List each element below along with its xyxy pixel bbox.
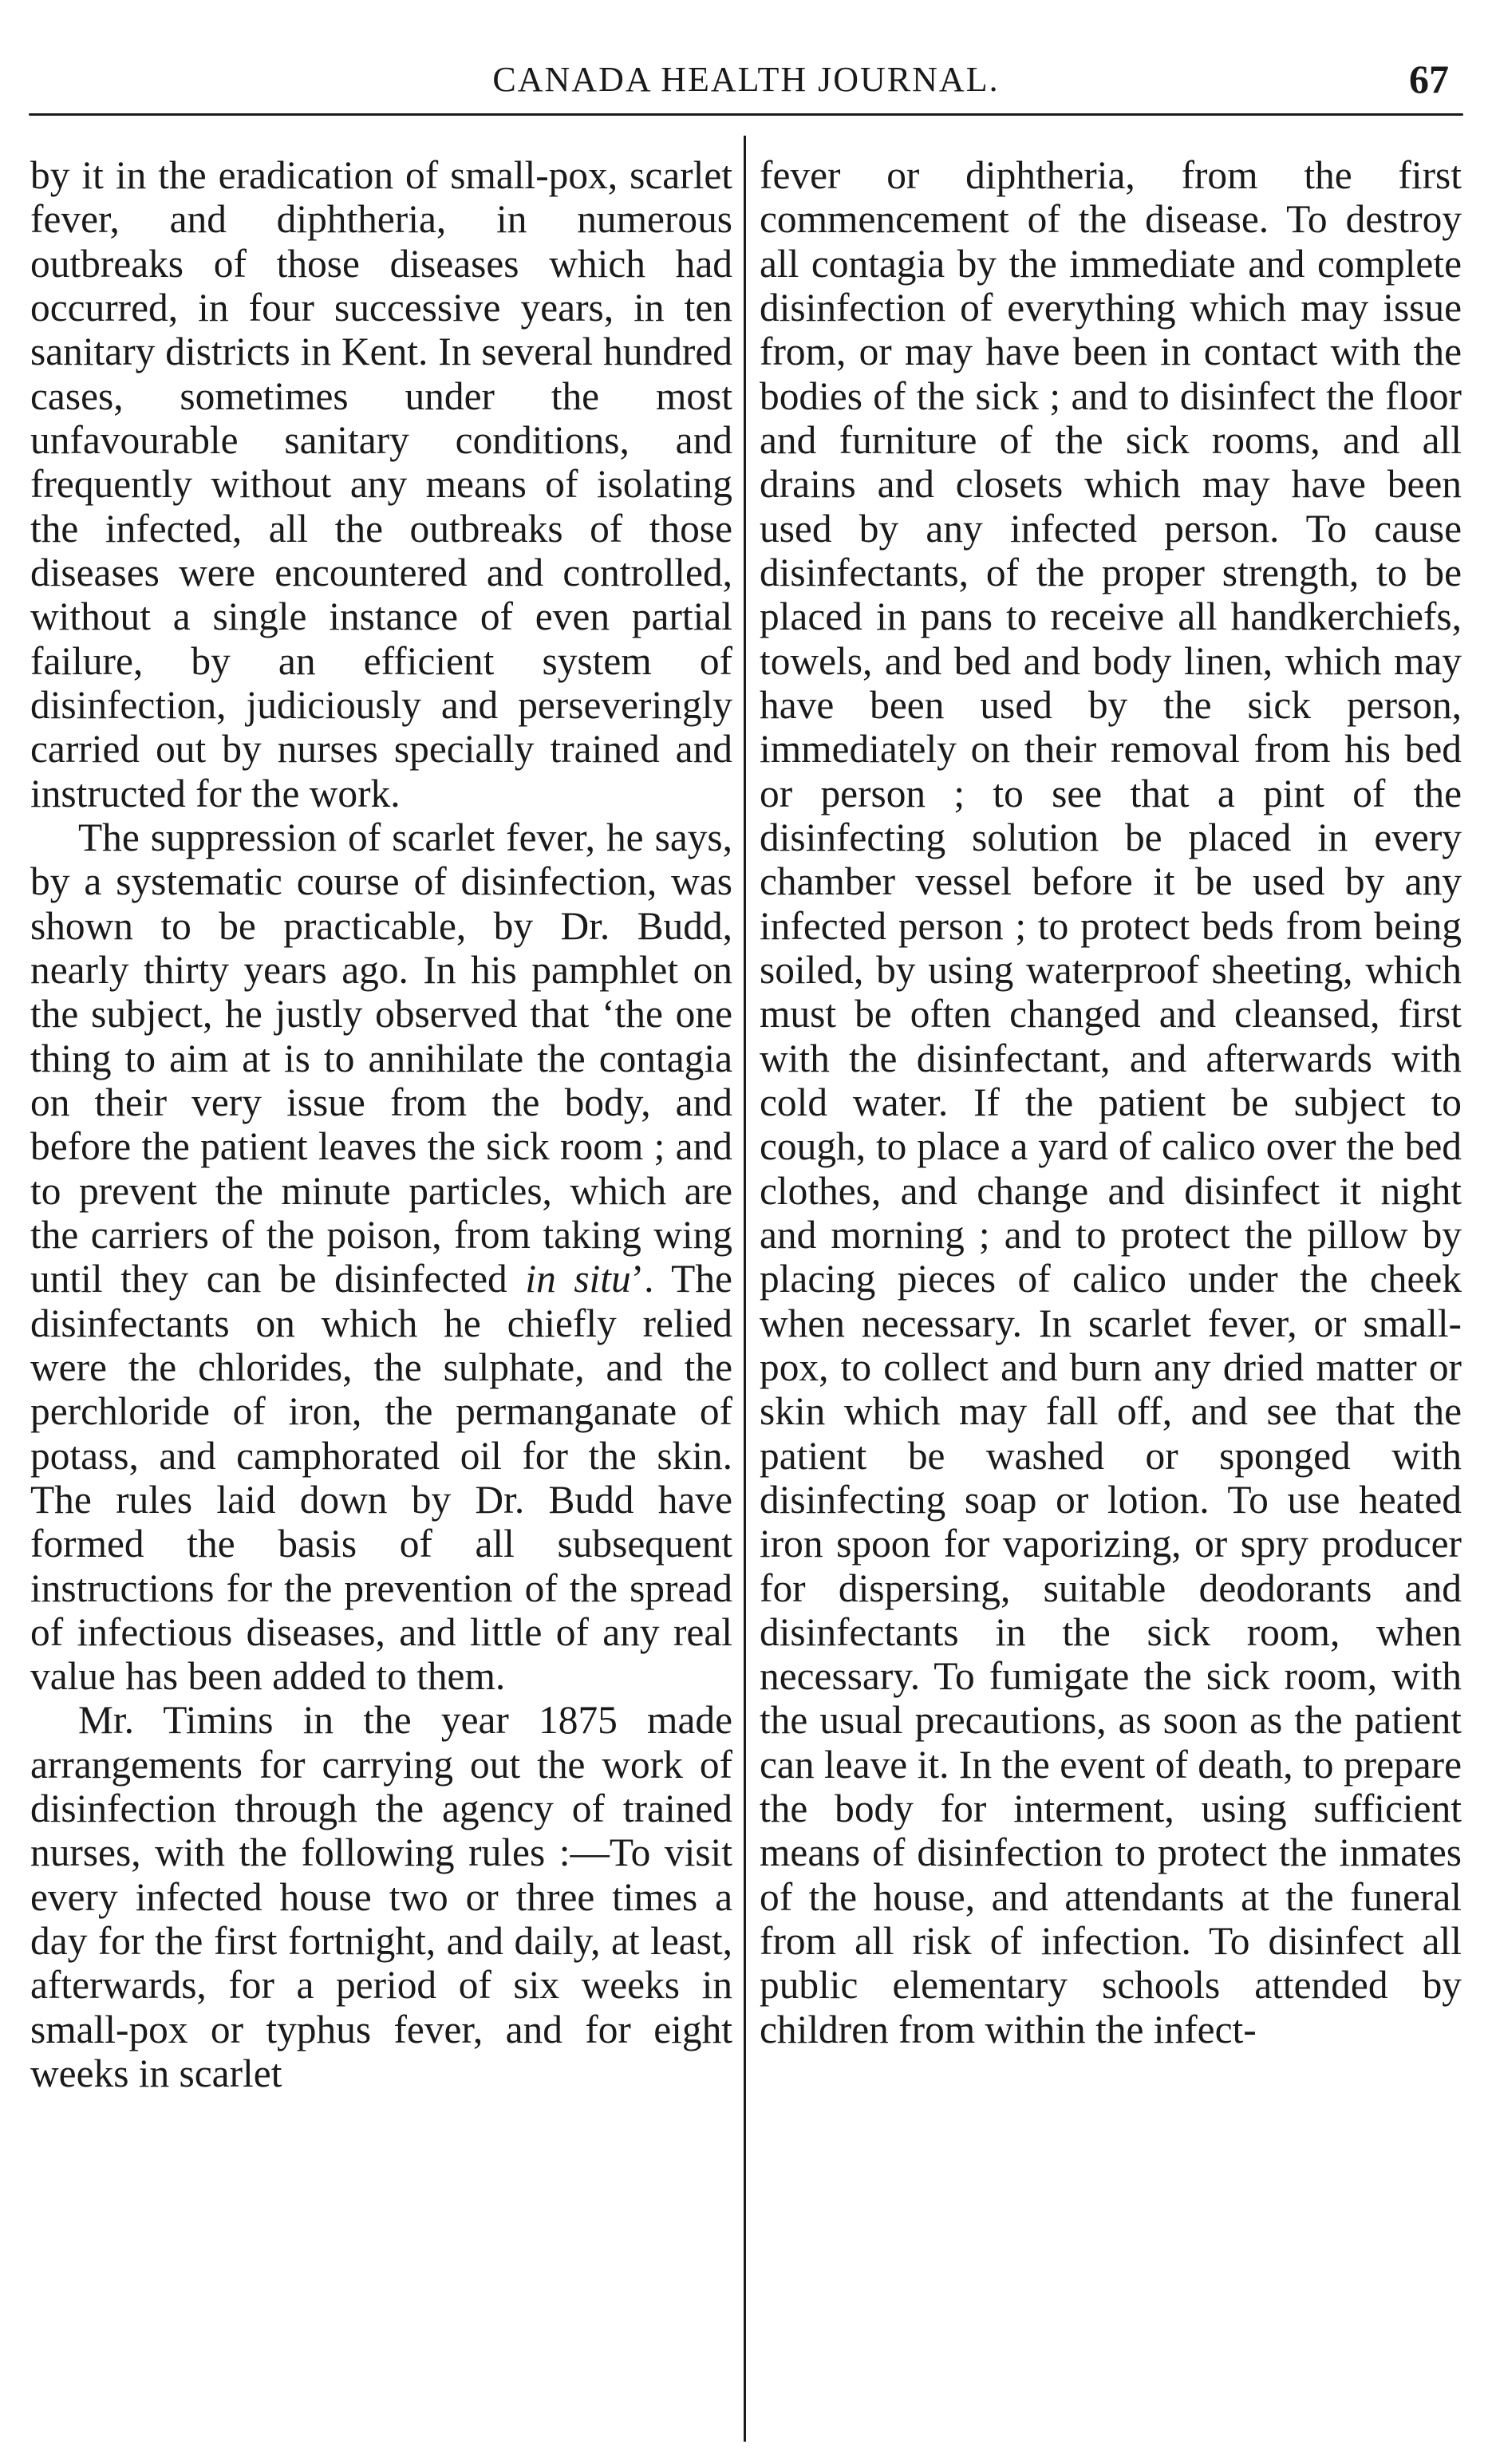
- paragraph-left-2-text-a: The suppression of scarlet fever, he says, by a systematic course of disinfection, was shown to be practicable, by Dr. Budd, nearly thirty years ago. In his pamphlet on the subject, he justly observed that ‘the one thing to aim at is to annihilate the contagia on their very issue from the body, and before the patient leaves the sick room ; and to prevent the minute particles, which are the carriers of the poison, from taking wing until they can be disinfected: [30, 815, 732, 1301]
- paragraph-left-2-text-b: ’. The disinfectants on which he chiefly relied were the chlorides, the sulphate, and the perchloride of iron, the permanganate of potass, and camphorated oil for the skin. The rules laid down by Dr. Budd have formed the basis of all subsequent instructions for the prevention of the spread of infectious diseases, and little of any real value has been added to them.: [30, 1257, 732, 1699]
- paragraph-left-3: Mr. Timins in the year 1875 made arrangements for carrying out the work of disinfection through the agency of trained nurses, with the following rules :—To visit every infected house two or three times a day for the first fortnight, and daily, at least, afterwards, for a period of six weeks in small-pox or typhus fever, and for eight weeks in scarlet: [30, 1698, 732, 2096]
- page-number: 67: [1409, 57, 1449, 101]
- column-divider: [744, 136, 746, 2442]
- page-header: [29, 48, 1463, 112]
- running-title: CANADA HEALTH JOURNAL.: [492, 60, 1000, 99]
- right-column: [760, 153, 1462, 2051]
- left-column: [30, 153, 732, 2095]
- paragraph-left-2: [30, 815, 732, 1699]
- header-rule: [29, 113, 1463, 116]
- paragraph-left-2-italic: in situ: [525, 1257, 631, 1301]
- paragraph-right-1: fever or diphtheria, from the first commencement of the disease. To destroy all contagia by the immediate and complete disinfection of everything which may issue from, or may have been in contact with the bodies of the sick ; and to disinfect the floor and furniture of the sick rooms, and all drains and closets which may have been used by any infected person. To cause disinfectants, of the proper strength, to be placed in pans to receive all handkerchiefs, towels, and bed and body linen, which may have been used by the sick person, immediately on their removal from his bed or person ; to see that a pint of the disinfecting solution be placed in every chamber vessel before it be used by any infected person ; to protect beds from being soiled, by using waterproof sheeting, which must be often changed and cleansed, first with the disinfectant, and afterwards with cold water. If the patient be subject to cough, to place a yard of calico over the bed clothes, and change and disinfect it night and morning ; and to protect the pillow by placing pieces of calico under the cheek when necessary. In scarlet fever, or small-pox, to collect and burn any dried matter or skin which may fall off, and see that the patient be washed or sponged with disinfecting soap or lotion. To use heated iron spoon for vaporizing, or spry producer for dispersing, suitable deodorants and disinfectants in the sick room, when necessary. To fumigate the sick room, with the usual precautions, as soon as the patient can leave it. In the event of death, to prepare the body for interment, using sufficient means of disinfection to protect the inmates of the house, and attendants at the funeral from all risk of infection. To disinfect all public elementary schools attended by children from within the infect-: [760, 153, 1462, 2051]
- paragraph-left-1: by it in the eradication of small-pox, scarlet fever, and diphtheria, in numerous outbreaks of those diseases which had occurred, in four successive years, in ten sanitary districts in Kent. In several hundred cases, sometimes under the most unfavourable sanitary conditions, and frequently without any means of isolating the infected, all the outbreaks of those diseases were encountered and controlled, without a single instance of even partial failure, by an efficient system of disinfection, judiciously and perseveringly carried out by nurses specially trained and instructed for the work.: [30, 153, 732, 815]
